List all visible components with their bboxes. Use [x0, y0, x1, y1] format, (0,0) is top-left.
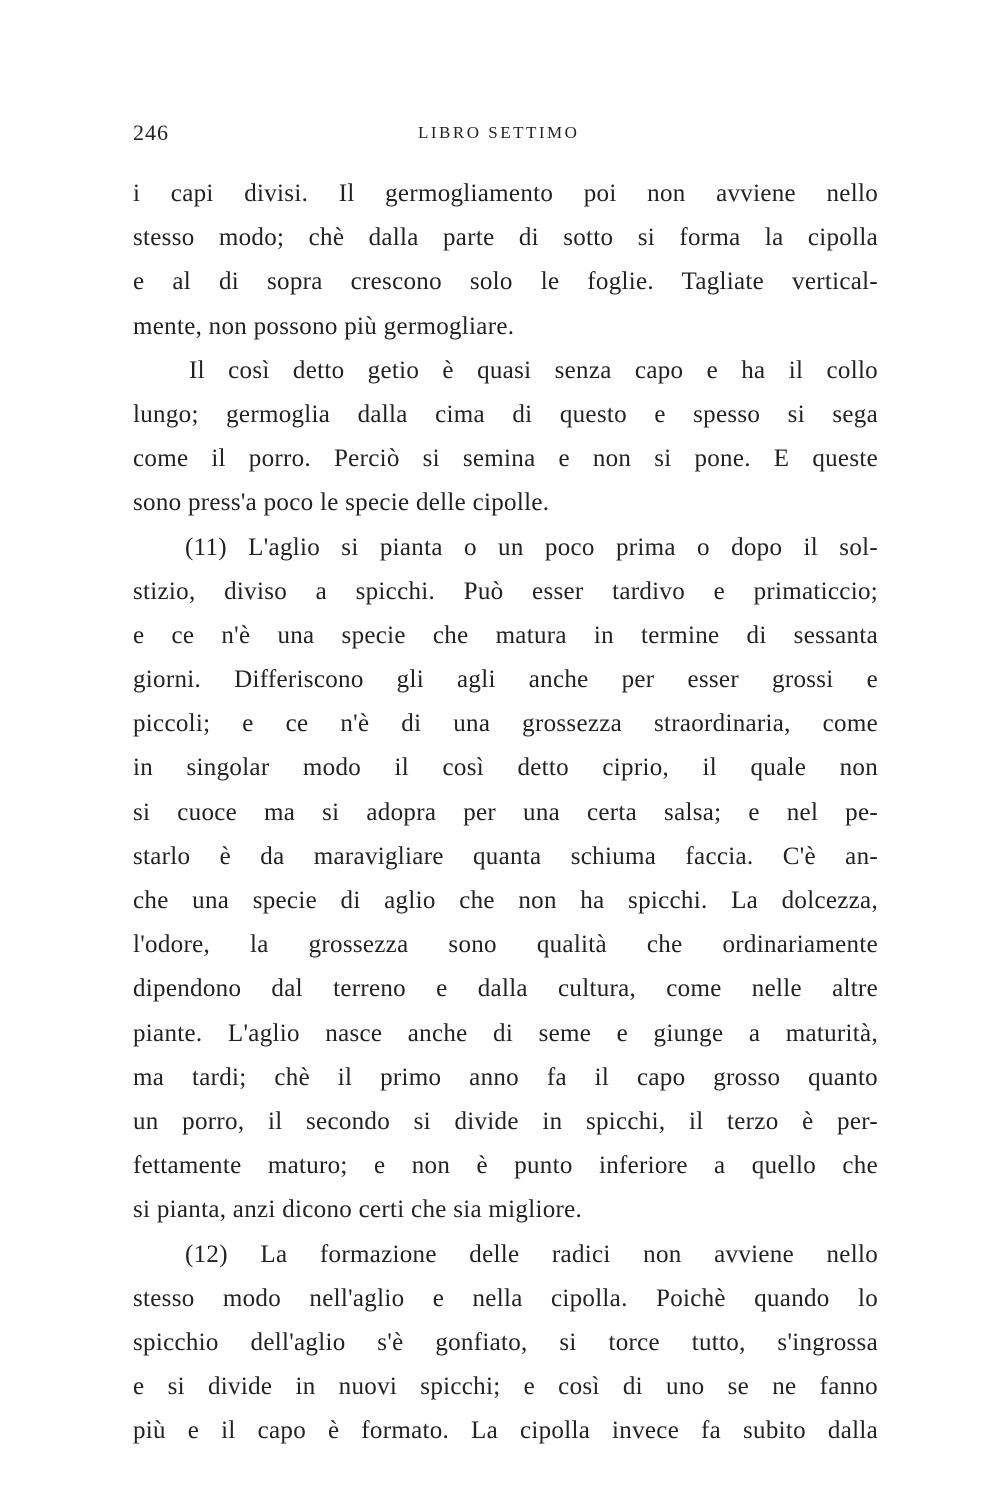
text-line: e ce n'è una specie che matura in termine di sessanta	[133, 621, 878, 649]
text-line: stizio, diviso a spicchi. Può esser tardivo e primaticcio;	[133, 577, 878, 605]
text-line: piante. L'aglio nasce anche di seme e giunge a maturità,	[133, 1019, 878, 1047]
text-line: giorni. Differiscono gli agli anche per esser grossi e	[133, 666, 878, 694]
text-line: che una specie di aglio che non ha spicchi. La dolcezza,	[133, 887, 878, 914]
text-line: si cuoce ma si adopra per una certa salsa; e nel pe-	[133, 798, 878, 826]
page-header	[133, 120, 878, 150]
text-line: Il così detto getio è quasi senza capo e ha il collo	[189, 356, 878, 384]
text-line: (11) L'aglio si pianta o un poco prima o dopo il sol-	[185, 533, 878, 561]
text-line: si pianta, anzi dicono certi che sia migliore.	[133, 1196, 583, 1224]
text-line: un porro, il secondo si divide in spicchi, il terzo è per-	[133, 1107, 878, 1135]
page-number: 246	[133, 120, 169, 145]
text-line: l'odore, la grossezza sono qualità che ordinariamente	[133, 931, 878, 959]
text-line: sono press'a poco le specie delle cipolle.	[133, 489, 550, 517]
text-line: come il porro. Perciò si semina e non si pone. E queste	[133, 445, 878, 473]
text-line: lungo; germoglia dalla cima di questo e spesso si sega	[133, 400, 878, 428]
text-line: e si divide in nuovi spicchi; e così di uno se ne fanno	[133, 1373, 878, 1401]
text-line: spicchio dell'aglio s'è gonfiato, si torce tutto, s'ingrossa	[133, 1328, 878, 1356]
text-line: ma tardi; chè il primo anno fa il capo grosso quanto	[133, 1063, 878, 1091]
text-line: mente, non possono più germogliare.	[133, 312, 515, 340]
text-line: e al di sopra crescono solo le foglie. Tagliate vertical-	[133, 268, 878, 296]
text-line: fettamente maturo; e non è punto inferiore a quello che	[133, 1152, 878, 1180]
text-line: in singolar modo il così detto ciprio, il quale non	[133, 754, 878, 782]
text-line: più e il capo è formato. La cipolla invece fa subito dalla	[133, 1417, 878, 1445]
text-line: starlo è da maravigliare quanta schiuma faccia. C'è an-	[133, 842, 878, 870]
text-line: dipendono dal terreno e dalla cultura, come nelle altre	[133, 975, 878, 1003]
body-text	[133, 172, 878, 1453]
running-head: LIBRO SETTIMO	[418, 123, 580, 142]
text-line: i capi divisi. Il germogliamento poi non avviene nello	[133, 180, 878, 207]
text-line: stesso modo; chè dalla parte di sotto si forma la cipolla	[133, 224, 878, 252]
text-line: stesso modo nell'aglio e nella cipolla. Poichè quando lo	[133, 1284, 878, 1312]
text-line: (12) La formazione delle radici non avviene nello	[185, 1240, 878, 1268]
text-line: piccoli; e ce n'è di una grossezza straordinaria, come	[133, 710, 878, 738]
